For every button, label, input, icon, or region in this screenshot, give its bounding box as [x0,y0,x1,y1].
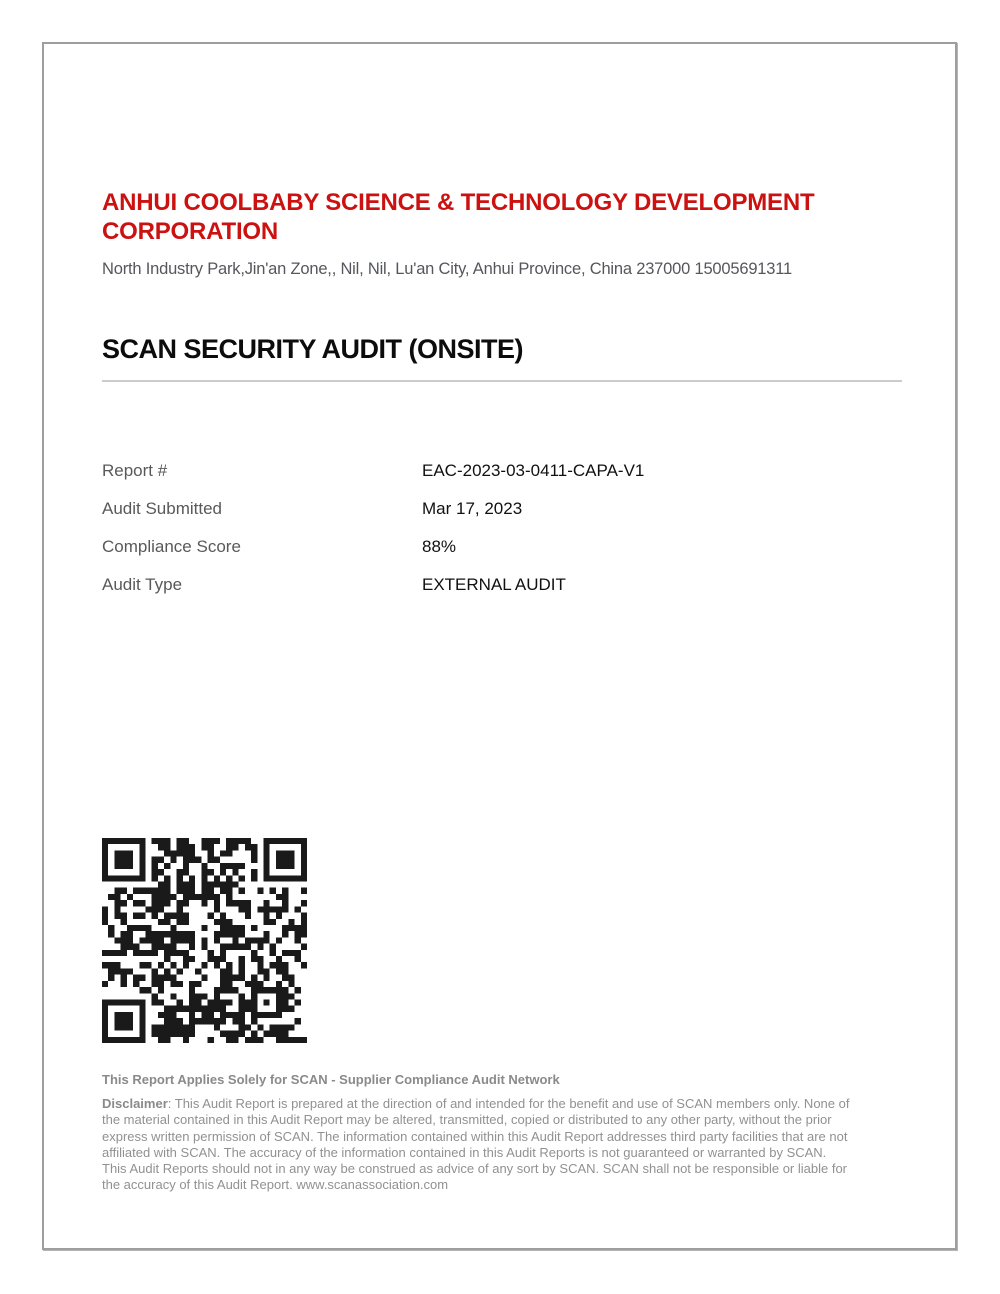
disclaimer-text: : This Audit Report is prepared at the direction of and intended for the benefit and use of SCAN members only. None of the material contained in this Audit Report may be altered, transmitted, copied or distributed to any other party, without the prior express written permission of SCAN. The information contained within this Audit Report addresses third party facilities that are not affiliated with SCAN. The accuracy of the information contained in this Audit Reports is not guaranteed or warranted by SCAN. This Audit Reports should not in any way be construed as advice of any sort by SCAN. SCAN shall not be responsible or liable for the accuracy of this Audit Report. www.scanassociation.com [102,1096,850,1193]
title-divider [102,380,902,382]
table-row [102,528,902,566]
report-number-value: EAC-2023-03-0411-CAPA-V1 [422,461,645,480]
company-name-heading: ANHUI COOLBABY SCIENCE & TECHNOLOGY DEVELOPMENT CORPORATION [102,189,815,245]
company-address: North Industry Park,Jin'an Zone,, Nil, Nil, Lu'an City, Anhui Province, China 237000 15005691311 [102,260,792,278]
table-row [102,452,902,490]
audit-details-table [102,452,902,604]
disclaimer-label: Disclaimer [102,1096,168,1111]
footer-disclaimer [102,1096,854,1194]
page-frame [42,42,957,1250]
table-row [102,490,902,528]
footer-applies-line: This Report Applies Solely for SCAN - Supplier Compliance Audit Network [102,1072,560,1087]
compliance-score-label: Compliance Score [102,537,241,556]
audit-submitted-value: Mar 17, 2023 [422,499,523,518]
table-row [102,566,902,604]
qr-code-image [102,838,307,1043]
report-qr-code [102,838,307,1043]
report-title: SCAN SECURITY AUDIT (ONSITE) [102,334,524,364]
audit-type-value: EXTERNAL AUDIT [422,575,566,594]
compliance-score-value: 88% [422,537,457,556]
audit-type-label: Audit Type [102,575,183,594]
report-number-label: Report # [102,461,168,480]
audit-submitted-label: Audit Submitted [102,499,223,518]
